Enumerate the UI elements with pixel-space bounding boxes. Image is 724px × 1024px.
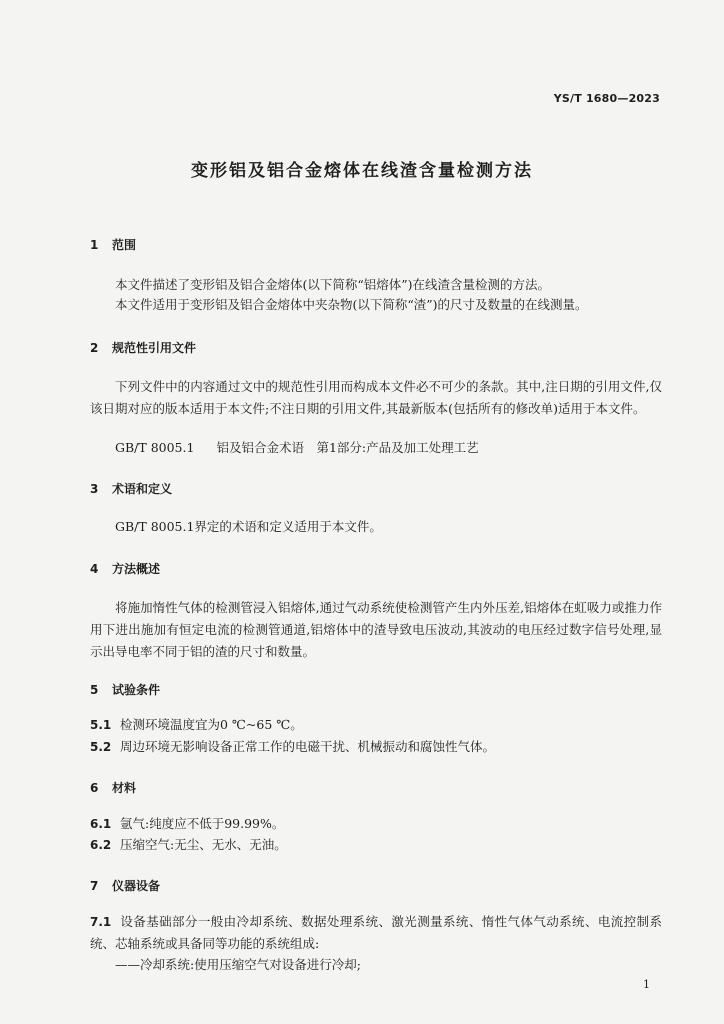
section-number: 3 bbox=[90, 482, 99, 496]
section-4-heading bbox=[90, 560, 160, 577]
section-1-paragraph-2: 本文件适用于变形铝及铝合金熔体中夹杂物(以下简称“渣”)的尺寸及数量的在线测量。 bbox=[115, 297, 588, 312]
page-number: 1 bbox=[643, 978, 650, 991]
clause-6-2 bbox=[90, 834, 662, 856]
clause-text: 氩气:纯度应不低于99.99%。 bbox=[120, 816, 285, 831]
section-number: 2 bbox=[90, 341, 99, 355]
section-title: 方法概述 bbox=[112, 562, 161, 576]
section-title: 材料 bbox=[112, 781, 137, 795]
section-number: 5 bbox=[90, 683, 99, 697]
reference-code: GB/T 8005.1 bbox=[115, 440, 195, 455]
clause-6-1 bbox=[90, 813, 662, 835]
clause-5-2 bbox=[90, 736, 662, 758]
list-item-cooling-system: ——冷却系统:使用压缩空气对设备进行冷却; bbox=[115, 957, 361, 972]
clause-number: 6.2 bbox=[90, 838, 112, 852]
clause-text: 设备基础部分一般由冷却系统、数据处理系统、激光测量系统、惰性气体气动系统、电流控制系统、芯轴系统或具备同等功能的系统组成: bbox=[90, 914, 662, 951]
clause-7-1 bbox=[90, 911, 662, 955]
section-title: 规范性引用文件 bbox=[112, 341, 197, 355]
section-title: 试验条件 bbox=[112, 683, 161, 697]
clause-number: 6.1 bbox=[90, 817, 112, 831]
section-title: 术语和定义 bbox=[112, 482, 173, 496]
section-number: 4 bbox=[90, 562, 99, 576]
section-number: 7 bbox=[90, 879, 99, 893]
clause-text: 压缩空气:无尘、无水、无油。 bbox=[120, 837, 287, 852]
section-2-paragraph-1: 下列文件中的内容通过文中的规范性引用而构成本文件必不可少的条款。其中,注日期的引用文件,仅该日期对应的版本适用于本文件;不注日期的引用文件,其最新版本(包括所有的修改单)适用于本文件。 bbox=[90, 379, 662, 416]
section-title: 范围 bbox=[112, 238, 137, 252]
section-number: 6 bbox=[90, 781, 99, 795]
section-title: 仪器设备 bbox=[112, 879, 161, 893]
section-7-heading bbox=[90, 877, 160, 894]
standard-code: YS/T 1680—2023 bbox=[553, 92, 660, 105]
clause-number: 7.1 bbox=[90, 915, 112, 929]
section-1-heading bbox=[90, 236, 136, 253]
section-3-paragraph-1: GB/T 8005.1界定的术语和定义适用于本文件。 bbox=[115, 519, 382, 534]
section-3-heading bbox=[90, 480, 172, 497]
section-4-paragraph-1: 将施加惰性气体的检测管浸入铝熔体,通过气动系统使检测管产生内外压差,铝熔体在虹吸力或推力作用下进出施加有恒定电流的检测管通道,铝熔体中的渣导致电压波动,其波动的电压经过数字信号处理,显示出导电率不同于铝的渣的尺寸和数量。 bbox=[90, 600, 662, 659]
normative-reference bbox=[115, 437, 662, 459]
reference-title: 铝及铝合金术语 第1部分:产品及加工处理工艺 bbox=[216, 440, 479, 455]
section-number: 1 bbox=[90, 238, 99, 252]
section-6-heading bbox=[90, 779, 136, 796]
section-1-paragraph-1: 本文件描述了变形铝及铝合金熔体(以下简称“铝熔体”)在线渣含量检测的方法。 bbox=[115, 277, 551, 292]
clause-text: 检测环境温度宜为0 ℃~65 ℃。 bbox=[120, 717, 303, 732]
clause-number: 5.2 bbox=[90, 740, 112, 754]
clause-number: 5.1 bbox=[90, 718, 112, 732]
section-2-heading bbox=[90, 339, 196, 356]
clause-5-1 bbox=[90, 714, 662, 736]
document-title: 变形铝及铝合金熔体在线渣含量检测方法 bbox=[191, 161, 533, 181]
clause-text: 周边环境无影响设备正常工作的电磁干扰、机械振动和腐蚀性气体。 bbox=[120, 739, 496, 754]
section-5-heading bbox=[90, 681, 160, 698]
